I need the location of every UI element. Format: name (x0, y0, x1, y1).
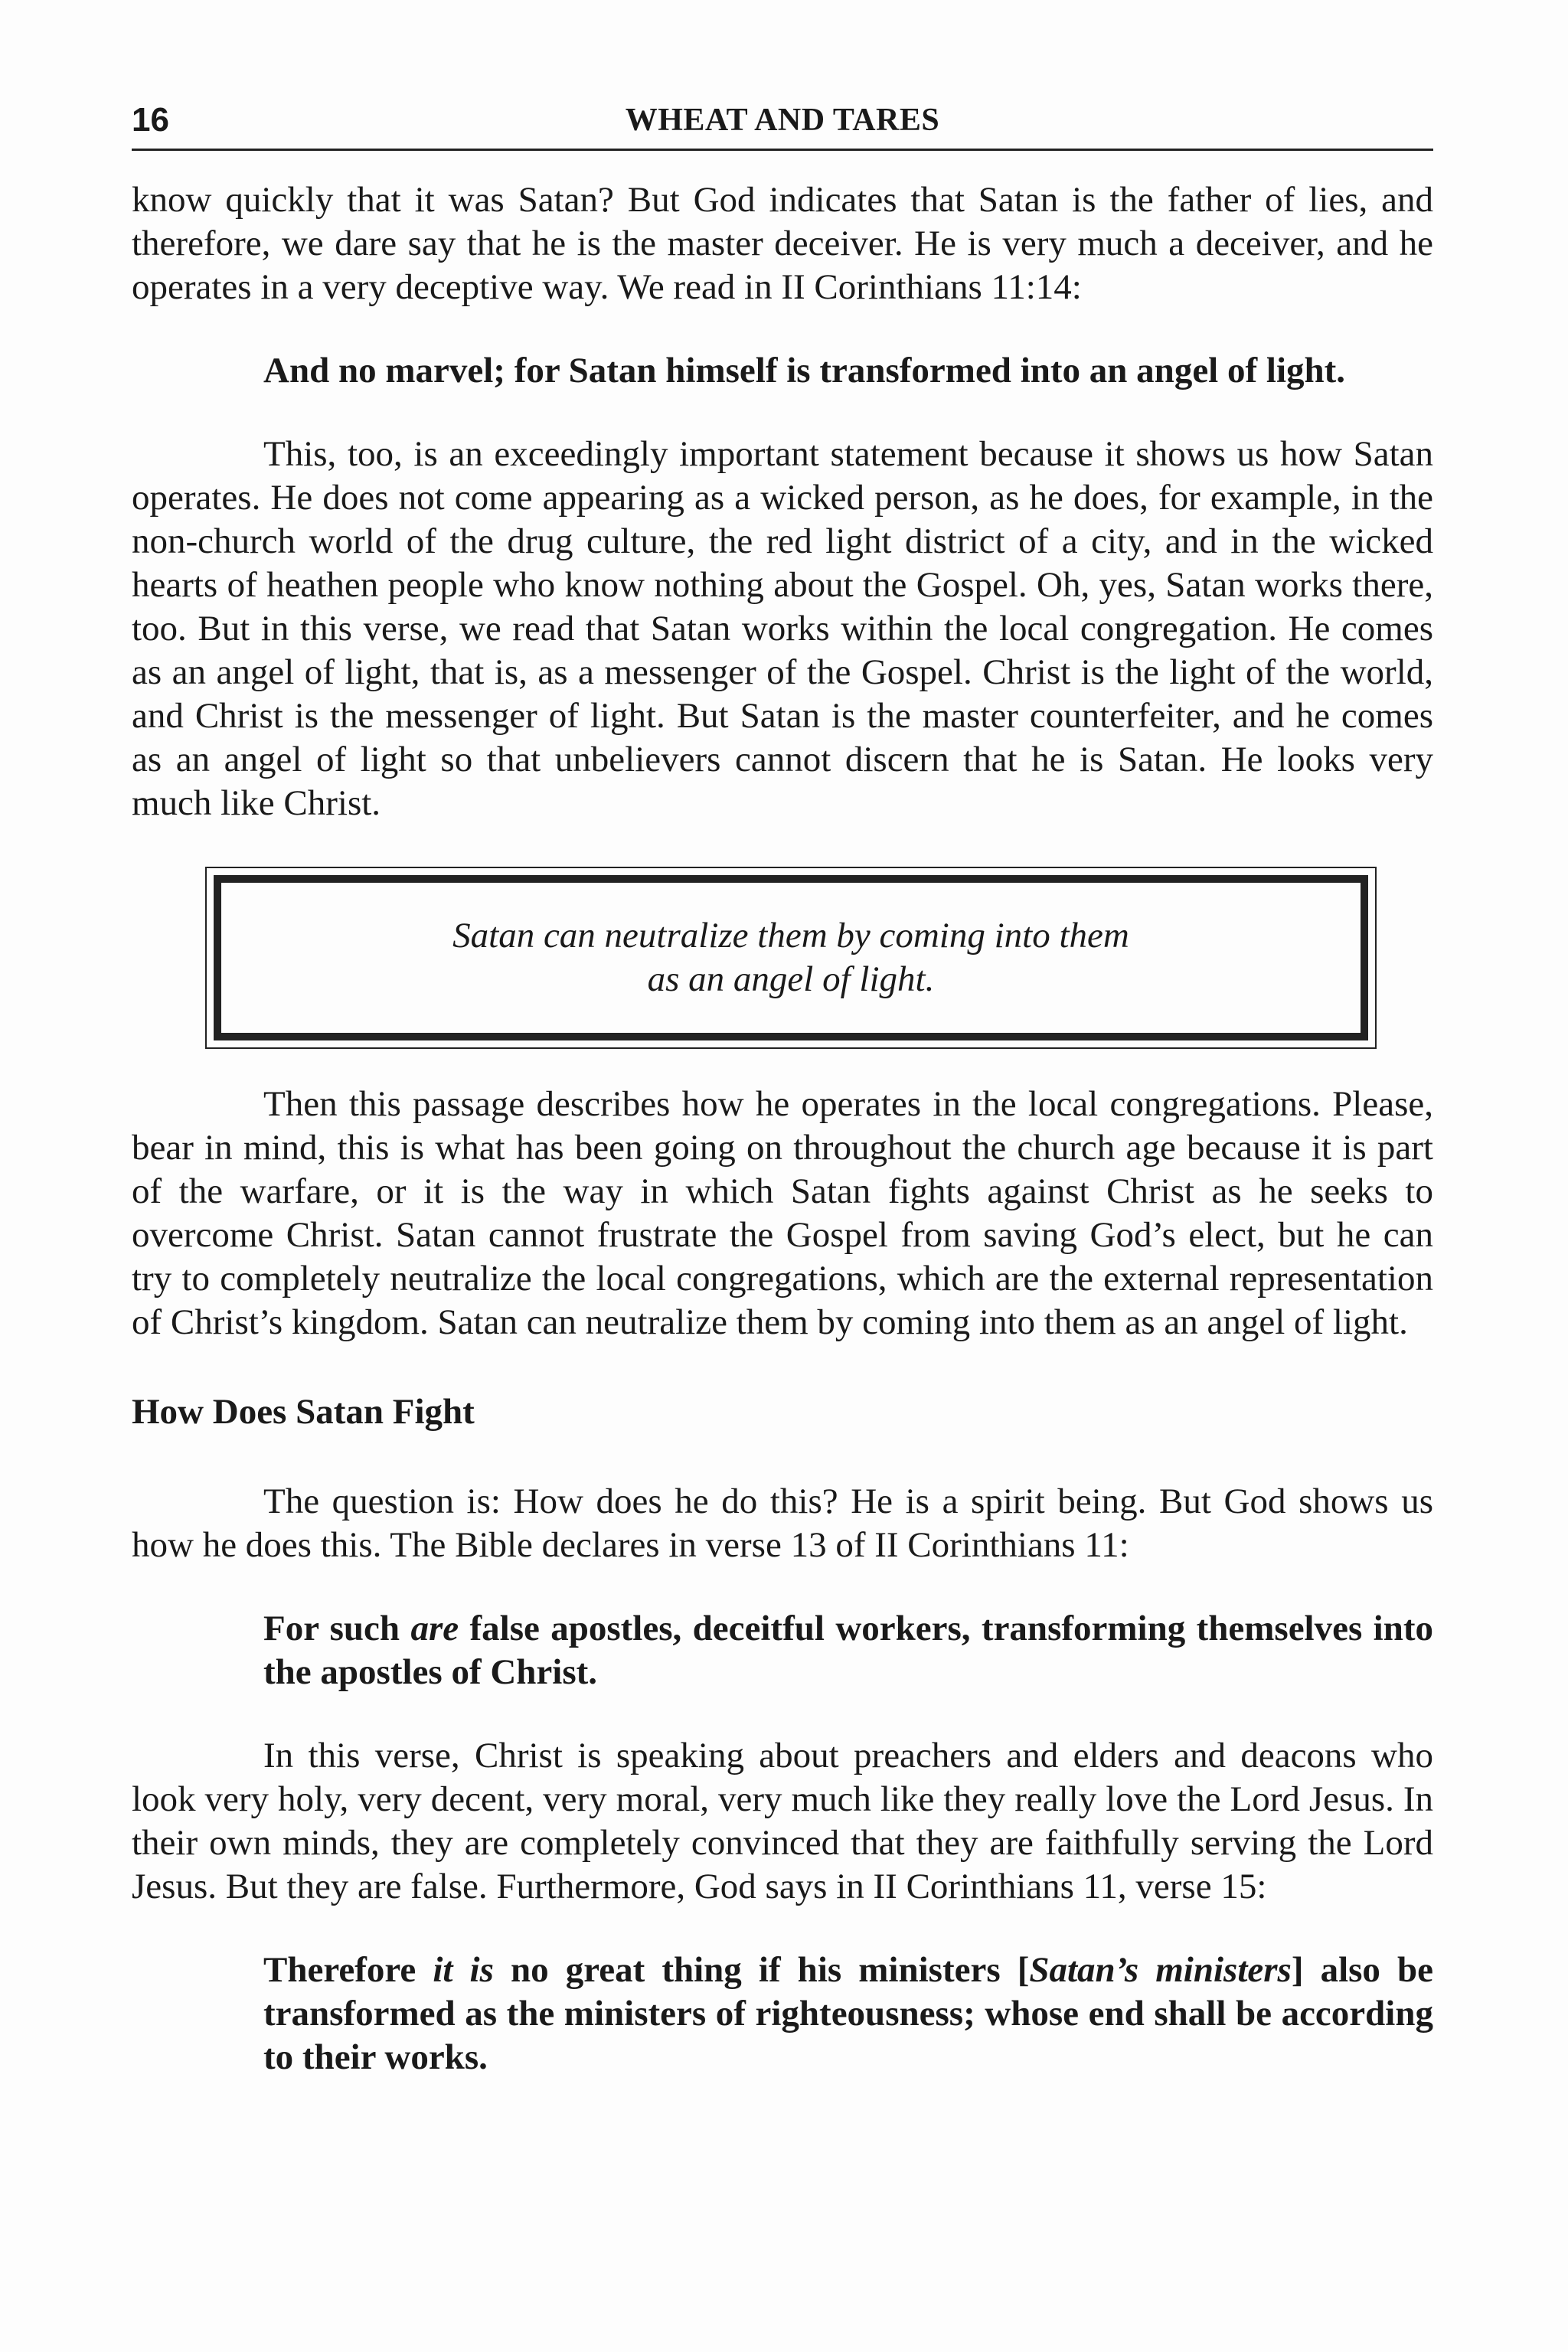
paragraph-4: The question is: How does he do this? He is a spirit being. But God shows us how he does this. The Bible declares in verse 13 of II Corinthians 11: (132, 1481, 1433, 1565)
pull-quote-line-2: as an angel of light. (647, 959, 935, 999)
quote-3-italic-b: Satan’s ministers (1029, 1950, 1292, 1990)
scripture-quote-3 (263, 1949, 1433, 2079)
book-page (132, 92, 1433, 2079)
page-number: 16 (132, 101, 169, 139)
running-title: WHEAT AND TARES (625, 103, 940, 138)
quote-3-text-b: no great thing if his ministers [ (493, 1950, 1030, 1990)
paragraph-1: know quickly that it was Satan? But God indicates that Satan is the father of lies, and therefore, we dare say that he is the master deceiver. He is very much a deceiver, and he operates in a very deceptive way. We read in II Corinthians 11:14: (132, 180, 1433, 307)
scripture-quote-1: And no marvel; for Satan himself is transformed into an angel of light. (263, 351, 1346, 390)
quote-2-text-a: For such (263, 1609, 411, 1648)
pull-quote-line-1: Satan can neutralize them by coming into them (452, 916, 1129, 956)
pull-quote-inner-frame (214, 875, 1368, 1040)
section-heading: How Does Satan Fight (132, 1392, 475, 1432)
quote-3-italic-a: it is (433, 1950, 494, 1990)
quote-2-text-b: false apostles, deceitful workers, transforming themselves into the apostles of Christ. (263, 1609, 1434, 1692)
scripture-quote-2 (263, 1607, 1433, 1694)
paragraph-5: In this verse, Christ is speaking about preachers and elders and deacons who look very holy, very decent, very moral, very much like they really love the Lord Jesus. In their own minds, they are completely convinced that they are faithfully serving the Lord Jesus. But they are false. Furthermore, God says in II Corinthians 11, verse 15: (132, 1736, 1433, 1906)
paragraph-3: Then this passage describes how he operates in the local congregations. Please, bear in mind, this is what has been going on throughout the church age because it is part of the warfare, or it is the way in which Satan fights against Christ as he seeks to overcome Christ. Satan cannot frustrate the Gospel from saving God’s elect, but he can try to completely neutralize the local congregations, which are the external representation of Christ’s kingdom. Satan can neutralize them by coming into them as an angel of light. (132, 1084, 1433, 1342)
paragraph-2: This, too, is an exceedingly important statement because it shows us how Satan operates. He does not come appearing as a wicked person, as he does, for example, in the non-church world of the drug culture, the red light district of a city, and in the wicked hearts of heathen people who know nothing about the Gospel. Oh, yes, Satan works there, too. But in this verse, we read that Satan works within the local congregation. He comes as an angel of light, that is, as a messenger of the Gospel. Christ is the light of the world, and Christ is the messenger of light. But Satan is the master counterfeiter, and he comes as an angel of light so that unbelievers cannot discern that he is Satan. He looks very much like Christ. (132, 434, 1433, 823)
quote-2-italic: are (410, 1609, 459, 1648)
pull-quote-box (205, 867, 1377, 1049)
quote-3-text-a: Therefore (263, 1950, 433, 1990)
page-header (132, 92, 1433, 151)
quote-3-text-c: ] also be transformed as the ministers of righteousness; whose end shall be according to their works. (263, 1950, 1434, 2077)
